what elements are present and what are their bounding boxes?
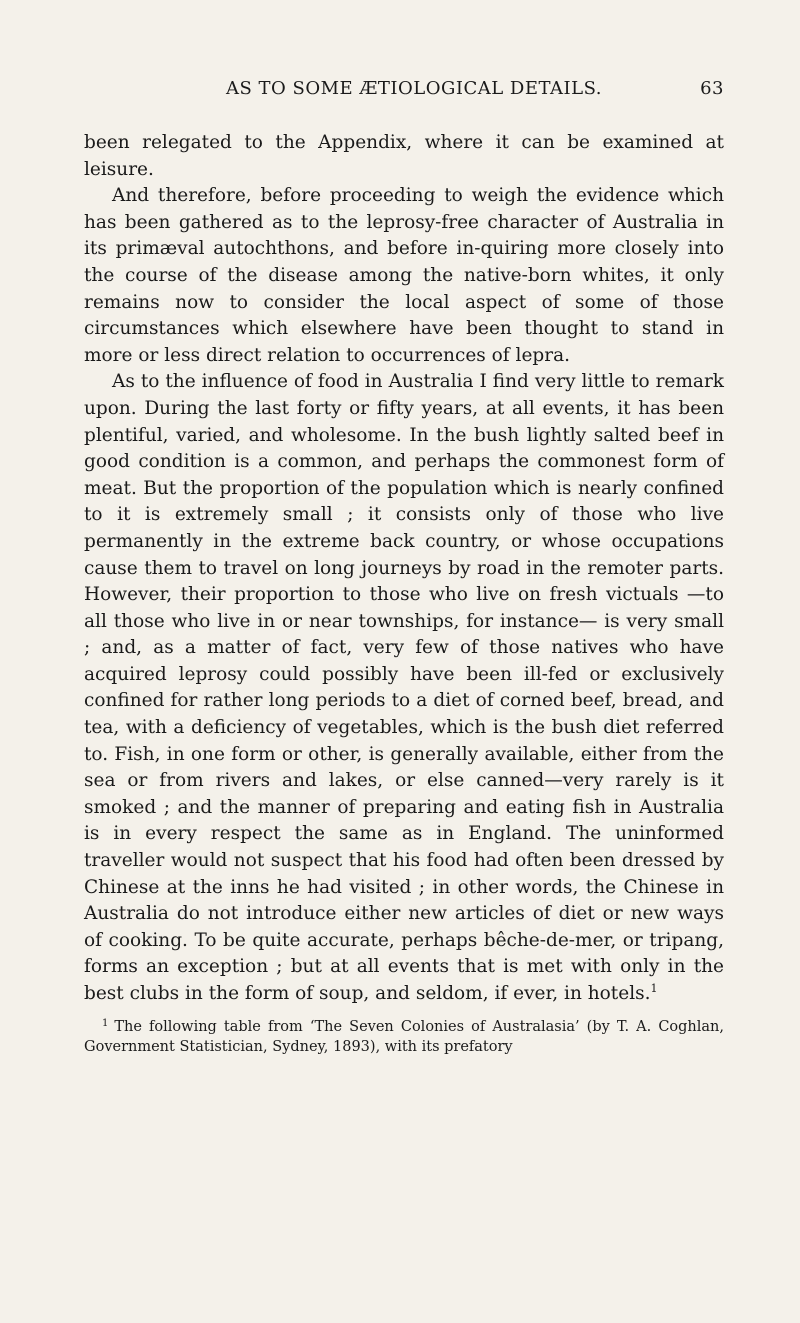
footnote-reference: 1 — [650, 982, 658, 995]
paragraph: And therefore, before proceeding to weigh the evidence which has been gathered as to the leprosy-free character of Australia in its primæval autochthons, and before in-quiring more closely into the course of the disease among the native-born whites, it only remains now to consider the local aspect of some of those circumstances which elsewhere have been thought to stand in more or less direct relation to occurrences of lepra. — [84, 185, 724, 366]
paragraph-text: As to the influence of food in Australia I find very little to remark upon. During the last forty or fifty years, at all events, it has been plentiful, varied, and wholesome. In the bush lightly salted beef in good condition is a common, and perhaps the commonest form of meat. But the proportion of the population which is nearly confined to it is extremely small ; it consists only of those who live permanently in the extreme back country, or whose occupations cause them to travel on long journeys by road in the remoter parts. However, their proportion to those who live on fresh victuals —to all those who live in or near townships, for instance— is very small ; and, as a matter of fact, very few of those natives who have acquired leprosy could possibly have been ill-fed or exclusively confined for rather long periods to a diet of corned beef, bread, and tea, with a deficiency of vegetables, which is the bush diet referred to. Fish, in one form or other, is generally available, either from the sea or from rivers and lakes, or else canned—very rarely is it smoked ; and the manner of preparing and eating fish in Australia is in every respect the same as in England. The uninformed traveller would not suspect that his food had often been dressed by Chinese at the inns he had visited ; in other words, the Chinese in Australia do not introduce either new articles of diet or new ways of cooking. To be quite accurate, perhaps bêche-de-mer, or tripang, forms an exception ; but at all events that is met with only in the best clubs in the form of soup, and seldom, if ever, in hotels. — [84, 371, 724, 1004]
footnote-mark: 1 — [102, 1017, 109, 1029]
running-head — [84, 78, 724, 108]
footnote — [84, 1014, 724, 1057]
body-text — [84, 130, 724, 1008]
paragraph-continuation: been relegated to the Appendix, where it can be examined at leisure. — [84, 132, 724, 180]
paragraph — [84, 369, 724, 1007]
page-number: 63 — [700, 78, 724, 99]
running-head-title: AS TO SOME ÆTIOLOGICAL DETAILS. — [225, 78, 603, 99]
footnote-text: The following table from ‘The Seven Colonies of Australasia’ (by T. A. Coghlan, Government Statistician, Sydney, 1893), with its prefatory — [84, 1018, 724, 1055]
book-page — [84, 78, 724, 1057]
